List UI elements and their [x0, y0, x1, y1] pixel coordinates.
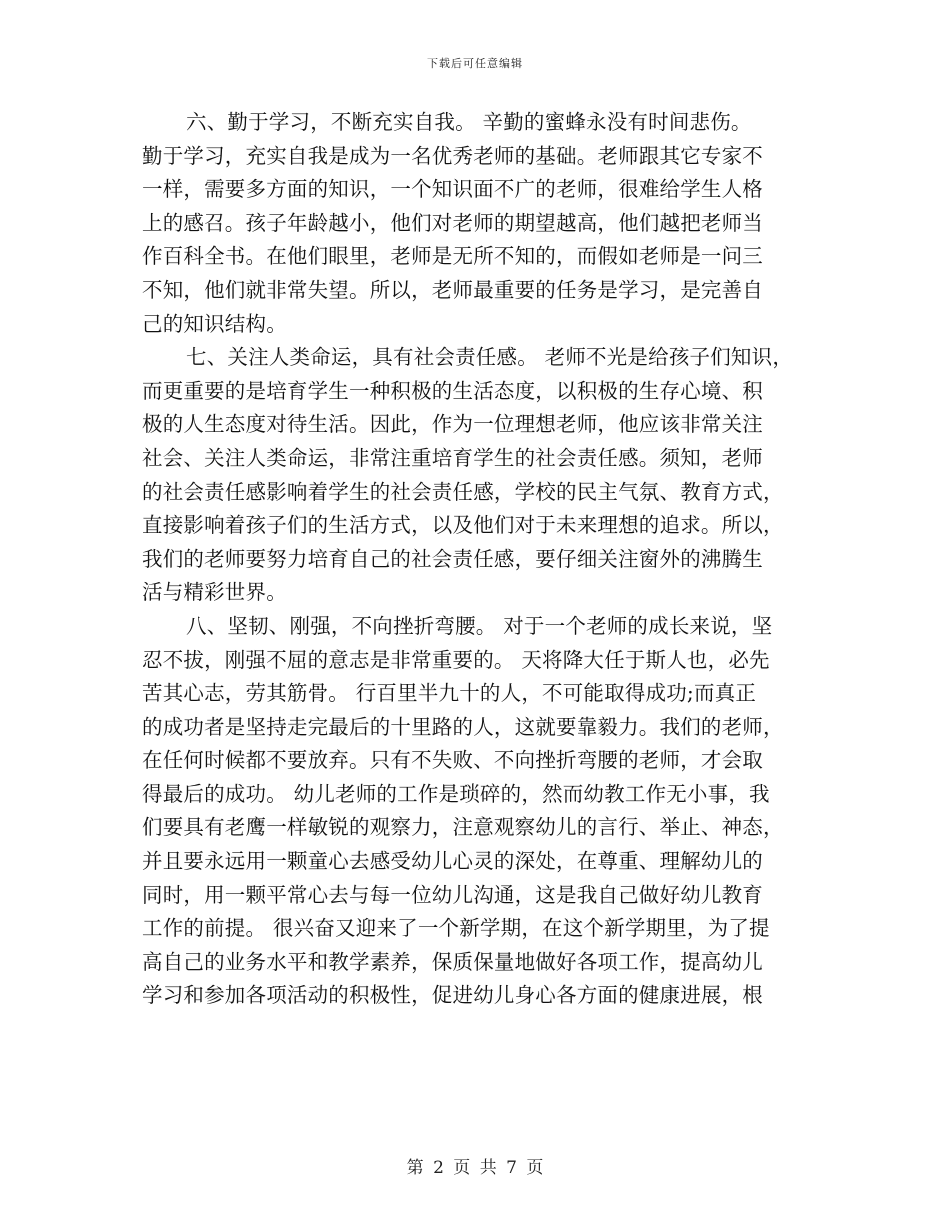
text-line: 忍不拔，刚强不屈的意志是非常重要的。 天将降大任于斯人也，必先 — [142, 647, 770, 672]
text-line: 七、关注人类命运，具有社会责任感。 老师不光是给孩子们知识， — [186, 345, 794, 370]
text-line: 八、坚韧、刚强，不向挫折弯腰。 对于一个老师的成长来说，坚 — [186, 613, 773, 638]
text-line: 在任何时候都不要放弃。只有不失败、不向挫折弯腰的老师，才会取 — [142, 748, 763, 773]
paragraph-six — [142, 106, 822, 341]
page-number: 第 2 页 共 7 页 — [406, 1158, 544, 1178]
text-line: 的成功者是坚持走完最后的十里路的人，这就要靠毅力。我们的老师， — [142, 714, 784, 739]
text-line: 得最后的成功。 幼儿老师的工作是琐碎的，然而幼教工作无小事，我 — [142, 781, 770, 806]
text-line: 己的知识结构。 — [142, 311, 287, 336]
text-line: 的社会责任感影响着学生的社会责任感，学校的民主气氛、教育方式， — [142, 479, 784, 504]
text-line: 一样，需要多方面的知识，一个知识面不广的老师，很难给学生人格 — [142, 177, 763, 202]
text-line: 工作的前提。 很兴奋又迎来了一个新学期，在这个新学期里，为了提 — [142, 916, 770, 941]
text-line: 上的感召。孩子年龄越小，他们对老师的期望越高，他们越把老师当 — [142, 210, 763, 235]
text-line: 极的人生态度对待生活。因此，作为一位理想老师，他应该非常关注 — [142, 412, 763, 437]
text-line: 学习和参加各项活动的积极性，促进幼儿身心各方面的健康进展，根 — [142, 983, 763, 1008]
paragraph-seven — [142, 341, 822, 610]
text-line: 高自己的业务水平和教学素养，保质保量地做好各项工作，提高幼儿 — [142, 949, 763, 974]
text-line: 六、勤于学习，不断充实自我。 辛勤的蜜蜂永没有时间悲伤。 — [186, 110, 752, 134]
text-line: 作百科全书。在他们眼里，老师是无所不知的，而假如老师是一问三 — [142, 244, 763, 269]
page-header: 下载后可任意编辑 — [427, 57, 523, 70]
text-line: 社会、关注人类命运，非常注重培育学生的社会责任感。须知，老师 — [142, 445, 763, 470]
document-body — [142, 106, 822, 1013]
text-line: 苦其心志，劳其筋骨。 行百里半九十的人，不可能取得成功;而真正 — [142, 681, 757, 706]
text-line: 勤于学习，充实自我是成为一名优秀老师的基础。老师跟其它专家不 — [142, 143, 763, 168]
text-line: 活与精彩世界。 — [142, 580, 287, 605]
text-line: 们要具有老鹰一样敏锐的观察力，注意观察幼儿的言行、举止、神态， — [142, 815, 784, 840]
text-line: 同时，用一颗平常心去与每一位幼儿沟通，这是我自己做好幼儿教育 — [142, 882, 763, 907]
paragraph-eight — [142, 610, 822, 1013]
text-line: 而更重要的是培育学生一种积极的生活态度，以积极的生存心境、积 — [142, 378, 763, 403]
text-line: 不知，他们就非常失望。所以，老师最重要的任务是学习，是完善自 — [142, 277, 763, 302]
text-line: 直接影响着孩子们的生活方式，以及他们对于未来理想的追求。所以， — [142, 513, 784, 538]
text-line: 并且要永远用一颗童心去感受幼儿心灵的深处，在尊重、理解幼儿的 — [142, 849, 763, 874]
text-line: 我们的老师要努力培育自己的社会责任感，要仔细关注窗外的沸腾生 — [142, 546, 763, 571]
